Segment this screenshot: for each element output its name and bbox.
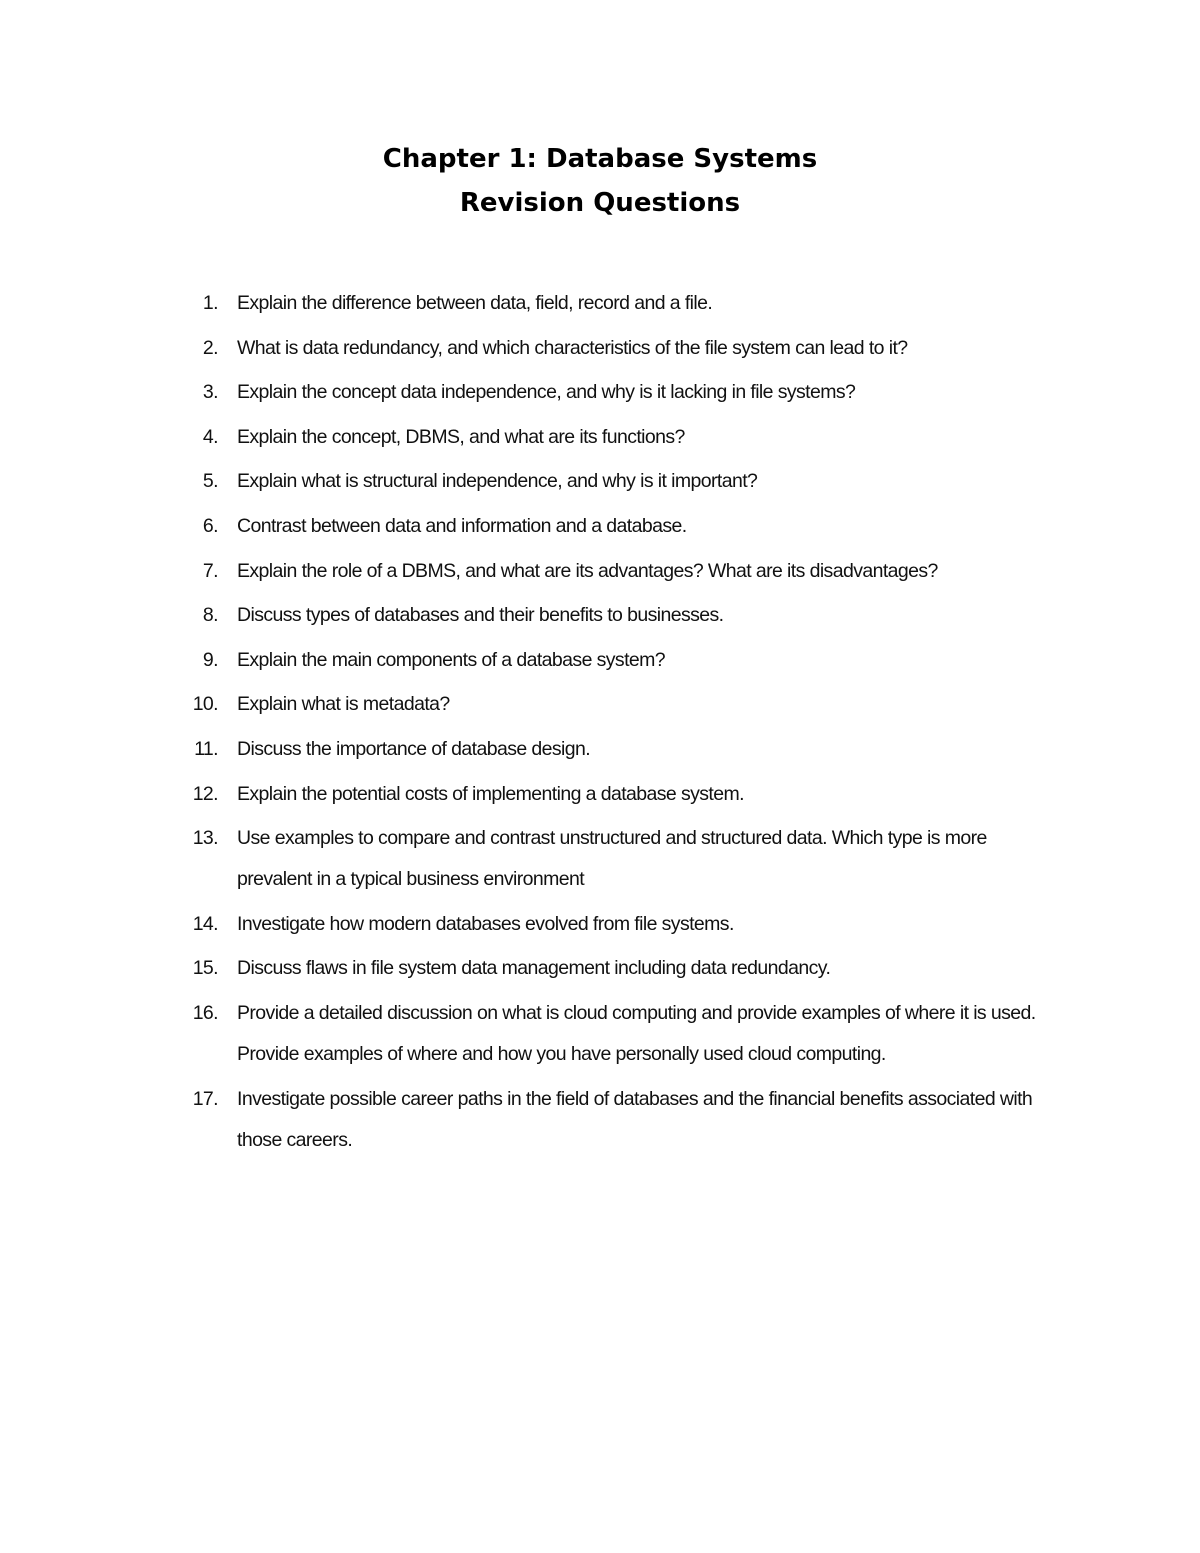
question-number: 10. <box>192 693 218 716</box>
question-number: 2. <box>202 336 218 359</box>
question-item <box>0 506 1200 551</box>
question-number: 14. <box>192 912 218 935</box>
question-text: Explain the concept data independence, and why is it lacking in file systems? <box>237 381 856 404</box>
question-number: 6. <box>202 514 218 537</box>
question-item <box>0 993 1200 1079</box>
question-text: Provide a detailed discussion on what is cloud computing and provide examples of where it is used. Provide examples of where and how you have personally used cloud computing. <box>237 1001 1036 1065</box>
question-item <box>0 372 1200 417</box>
question-text: Explain what is structural independence, and why is it important? <box>237 470 758 493</box>
question-number: 11. <box>194 737 218 760</box>
question-number: 1. <box>202 292 218 314</box>
question-text: Use examples to compare and contrast unstructured and structured data. Which type is more prevalent in a typical business environment <box>237 827 987 891</box>
question-number: 16. <box>192 1001 218 1024</box>
question-item <box>0 774 1200 819</box>
question-text: Investigate how modern databases evolved from file systems. <box>237 912 734 935</box>
question-text: Discuss types of databases and their benefits to businesses. <box>237 604 724 627</box>
question-item <box>0 417 1200 462</box>
question-number: 17. <box>192 1087 218 1110</box>
question-item <box>0 595 1200 640</box>
question-text: Explain the role of a DBMS, and what are its advantages? What are its disadvantages? <box>237 559 938 582</box>
question-item <box>0 684 1200 729</box>
question-number: 15. <box>192 957 218 980</box>
question-item <box>0 729 1200 774</box>
question-item <box>0 904 1200 949</box>
question-item <box>0 640 1200 685</box>
question-text: Explain the difference between data, field, record and a file. <box>237 292 713 314</box>
question-text: What is data redundancy, and which characteristics of the file system can lead to it? <box>237 336 908 359</box>
question-number: 13. <box>192 827 218 850</box>
question-text: Explain the main components of a database system? <box>237 648 666 671</box>
question-item <box>0 818 1200 904</box>
question-number: 9. <box>202 648 218 671</box>
question-text: Contrast between data and information and a database. <box>237 514 687 537</box>
question-text: Explain what is metadata? <box>237 693 450 716</box>
question-item <box>0 328 1200 373</box>
question-text: Discuss the importance of database design. <box>237 737 591 760</box>
question-number: 7. <box>202 559 218 582</box>
title-block <box>0 137 1200 225</box>
document-subtitle: Revision Questions <box>459 188 741 218</box>
question-item <box>0 283 1200 328</box>
question-number: 3. <box>202 381 218 404</box>
question-text: Discuss flaws in file system data management including data redundancy. <box>237 957 831 980</box>
question-item <box>0 551 1200 596</box>
question-text: Explain the potential costs of implementing a database system. <box>237 782 744 805</box>
question-item <box>0 461 1200 506</box>
question-text: Explain the concept, DBMS, and what are its functions? <box>237 425 685 448</box>
question-number: 8. <box>202 604 218 627</box>
question-text: Investigate possible career paths in the field of databases and the financial benefits associated with those careers. <box>237 1087 1033 1151</box>
question-item <box>0 948 1200 993</box>
question-number: 4. <box>202 425 218 448</box>
question-item <box>0 1079 1200 1165</box>
document-title: Chapter 1: Database Systems <box>382 144 818 174</box>
question-number: 5. <box>202 470 218 493</box>
question-number: 12. <box>192 782 218 805</box>
question-list <box>0 283 1200 1164</box>
